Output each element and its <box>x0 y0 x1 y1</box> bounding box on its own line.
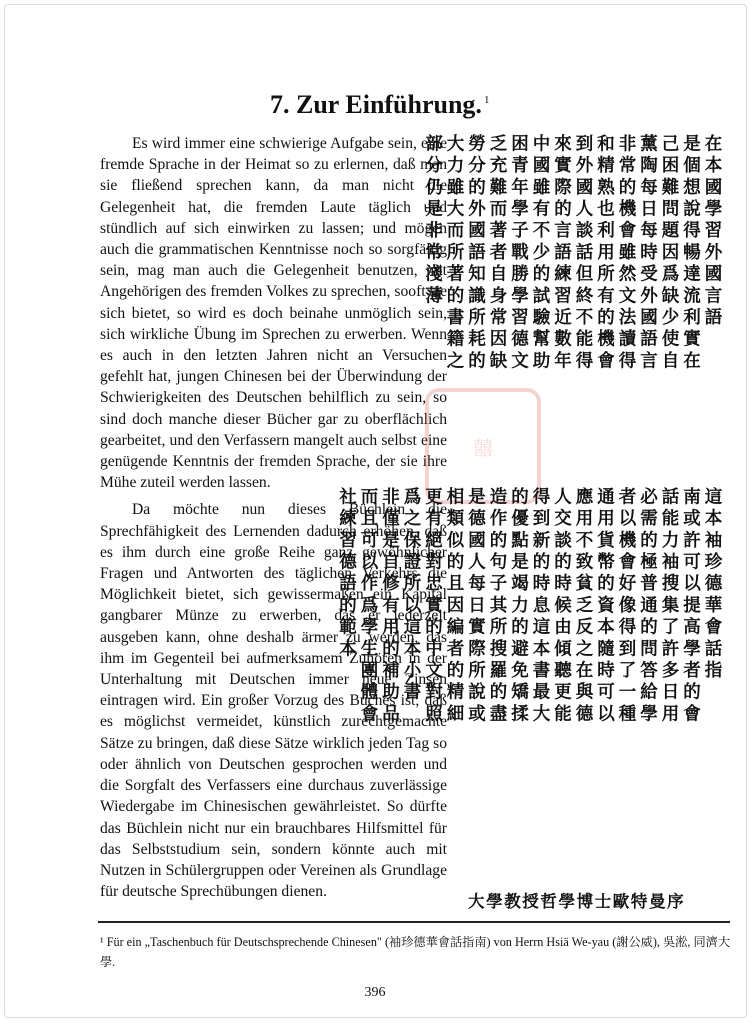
chinese-column: 者以機會好像得到了一種 <box>616 487 636 726</box>
chinese-column: 非僅是自修有用的補助品 <box>379 487 400 726</box>
chinese-column: 來實際的言語練習近數年 <box>551 134 572 373</box>
chinese-column: 乏充難而著者自身常因缺 <box>487 134 507 373</box>
chinese-column: 和精熟也利用所有的機會 <box>594 134 615 373</box>
chinese-column: 中國雖有不少的試驗幫助 <box>530 134 550 373</box>
chinese-column: 到外國人談話但終不能得 <box>573 134 593 373</box>
page-title <box>270 90 530 124</box>
chinese-column: 而且可以作爲學生團體會 <box>358 487 378 726</box>
german-paragraph: Da möchte nun dieses Büchlein die Sprechfähigkeit des Lernenden dadurch erhöhen, daß es ihm durch eine große Reihe ganz gewöhnlicher Fragen und Antworten des täglichen Verkehrs die Möglichkeit bietet, sich gewissermaßen ein Kapital gangbarer Münze zu erwerben, das er jederzeit ausgeben kann, ohne deshalb ärmer zu werden, das ihm im Gegenteil bei aufmerksamem Zuhören in der Unterhaltung mit Deutschen immer neue Zinsen eintragen wird. Ein großer Vorzug des Buches ist, daß es möglichst vermeidet, künstlich zurechtgemachte Sätze zu bringen, daß diese Sätze wirklich jeden Tag so oder ähnlich von Deutschen gesprochen werden und die Sorgfalt des Verfassers eine durchaus zuverlässige Wiedergabe im Chinesischen gewährleistet. So dürfte das Büchlein nicht nur ein brauchbares Hilfsmittel für das Selbststudium sein, sondern könnte auch mit Nutzen in Schülergruppen oder Vereinen als Grundlage für deutsche Sprechübungen dienen. <box>100 501 447 901</box>
chinese-column: 非常的機會雖然文法讀得 <box>616 134 636 373</box>
chinese-column: 人交談的時候由傾聽更能 <box>551 487 572 726</box>
title-footnote-mark: 1 <box>483 94 490 107</box>
chinese-column: 更有絕對忠實的中文對照 <box>422 487 443 726</box>
chinese-column: 話能力袖搜集了許多日用 <box>659 487 679 726</box>
chinese-column: 勞分的外國語知識所耗的 <box>465 134 486 373</box>
chinese-signature: 大學教授哲學博士歐特曼序 <box>468 892 686 911</box>
footnote: ¹ Für ein „Taschenbuch für Deutschsprechende Chinesen" (袖珍德華會話指南) von Herrn Hsiä We-yau (謝公威), 吳淞, 同濟大學. <box>100 935 731 969</box>
chinese-column: 社練習德語的範本 <box>336 487 357 661</box>
title-text: 7. Zur Einführung. <box>270 90 482 119</box>
chinese-column: 得到新的時息這本書最大 <box>530 487 550 726</box>
chinese-column: 部分仍是非常淺薄 <box>422 134 443 308</box>
chinese-column: 薰陶每日每時受外國語言 <box>637 134 658 373</box>
chinese-column: 己困難問題因爲缺少使自 <box>659 134 679 373</box>
chinese-column: 是德國人每日實際所說或 <box>465 487 486 726</box>
watermark-stamp: 囍 <box>425 388 541 504</box>
chinese-paragraph-2 <box>336 487 722 867</box>
chinese-column: 這本袖珍德華會話指 <box>702 487 722 683</box>
chinese-column: 相類似的且因編者的精細 <box>444 487 464 726</box>
chinese-column: 在本國學習外國言語 <box>702 134 722 330</box>
chinese-column: 必需的極普通的問答給學 <box>637 487 658 726</box>
chinese-column: 的優點是竭力的避免矯揉 <box>508 487 529 726</box>
chinese-paragraph-1 <box>422 134 722 479</box>
page-number: 396 <box>364 985 386 1000</box>
chinese-column: 是個想說得暢達流利實在 <box>680 134 701 373</box>
chinese-column: 南或許可以提高學者的會 <box>680 487 701 726</box>
german-paragraph: Es wird immer eine schwierige Aufgabe sein, eine fremde Sprache in der Heimat so zu erlernen, daß man sie fließend sprechen kann, da man nicht die Gelegenheit hat, die fremden Laute täglich und stündlich auf sich einwirken zu lassen; und mögen auch die grammatischen Kenntnisse noch so sorgfältig sein, mag man auch die Gelegenheit benutzen, mit Angehörigen des fremden Volkes zu sprechen, sooft sie sich bietet, so wird es doch beinahe unmöglich sein, sich wirkliche Übung im Sprechen zu erwerben. Wenn es auch in den letzten Jahren nicht an Versuchen gefehlt hat, jungen Chinesen bei der Überwindung der Schwierigkeiten des Deutschen behilflich zu sein, so sind doch manche dieser Bücher gar zu oberflächlich gearbeitet, und den Verfassern mangelt auch selbst eine genügende Kenntnis der fremden Sprache, der sie ihre Mühe zuteil werden lassen. <box>100 135 447 492</box>
footnote-divider <box>98 921 730 923</box>
chinese-column: 爲之保證所以這本小書 <box>401 487 421 704</box>
chinese-column: 困青年學子戰勝學習德文 <box>508 134 529 373</box>
chinese-text-column <box>336 134 722 906</box>
chinese-column: 應用不致貧乏反之在與德 <box>573 487 593 726</box>
chinese-column: 大力雖大而所著的書籍之 <box>444 134 464 373</box>
chinese-column: 通用貨幣的資本隨時可以 <box>594 487 615 726</box>
chinese-column: 造作的句子其所搜羅的盡 <box>487 487 507 726</box>
